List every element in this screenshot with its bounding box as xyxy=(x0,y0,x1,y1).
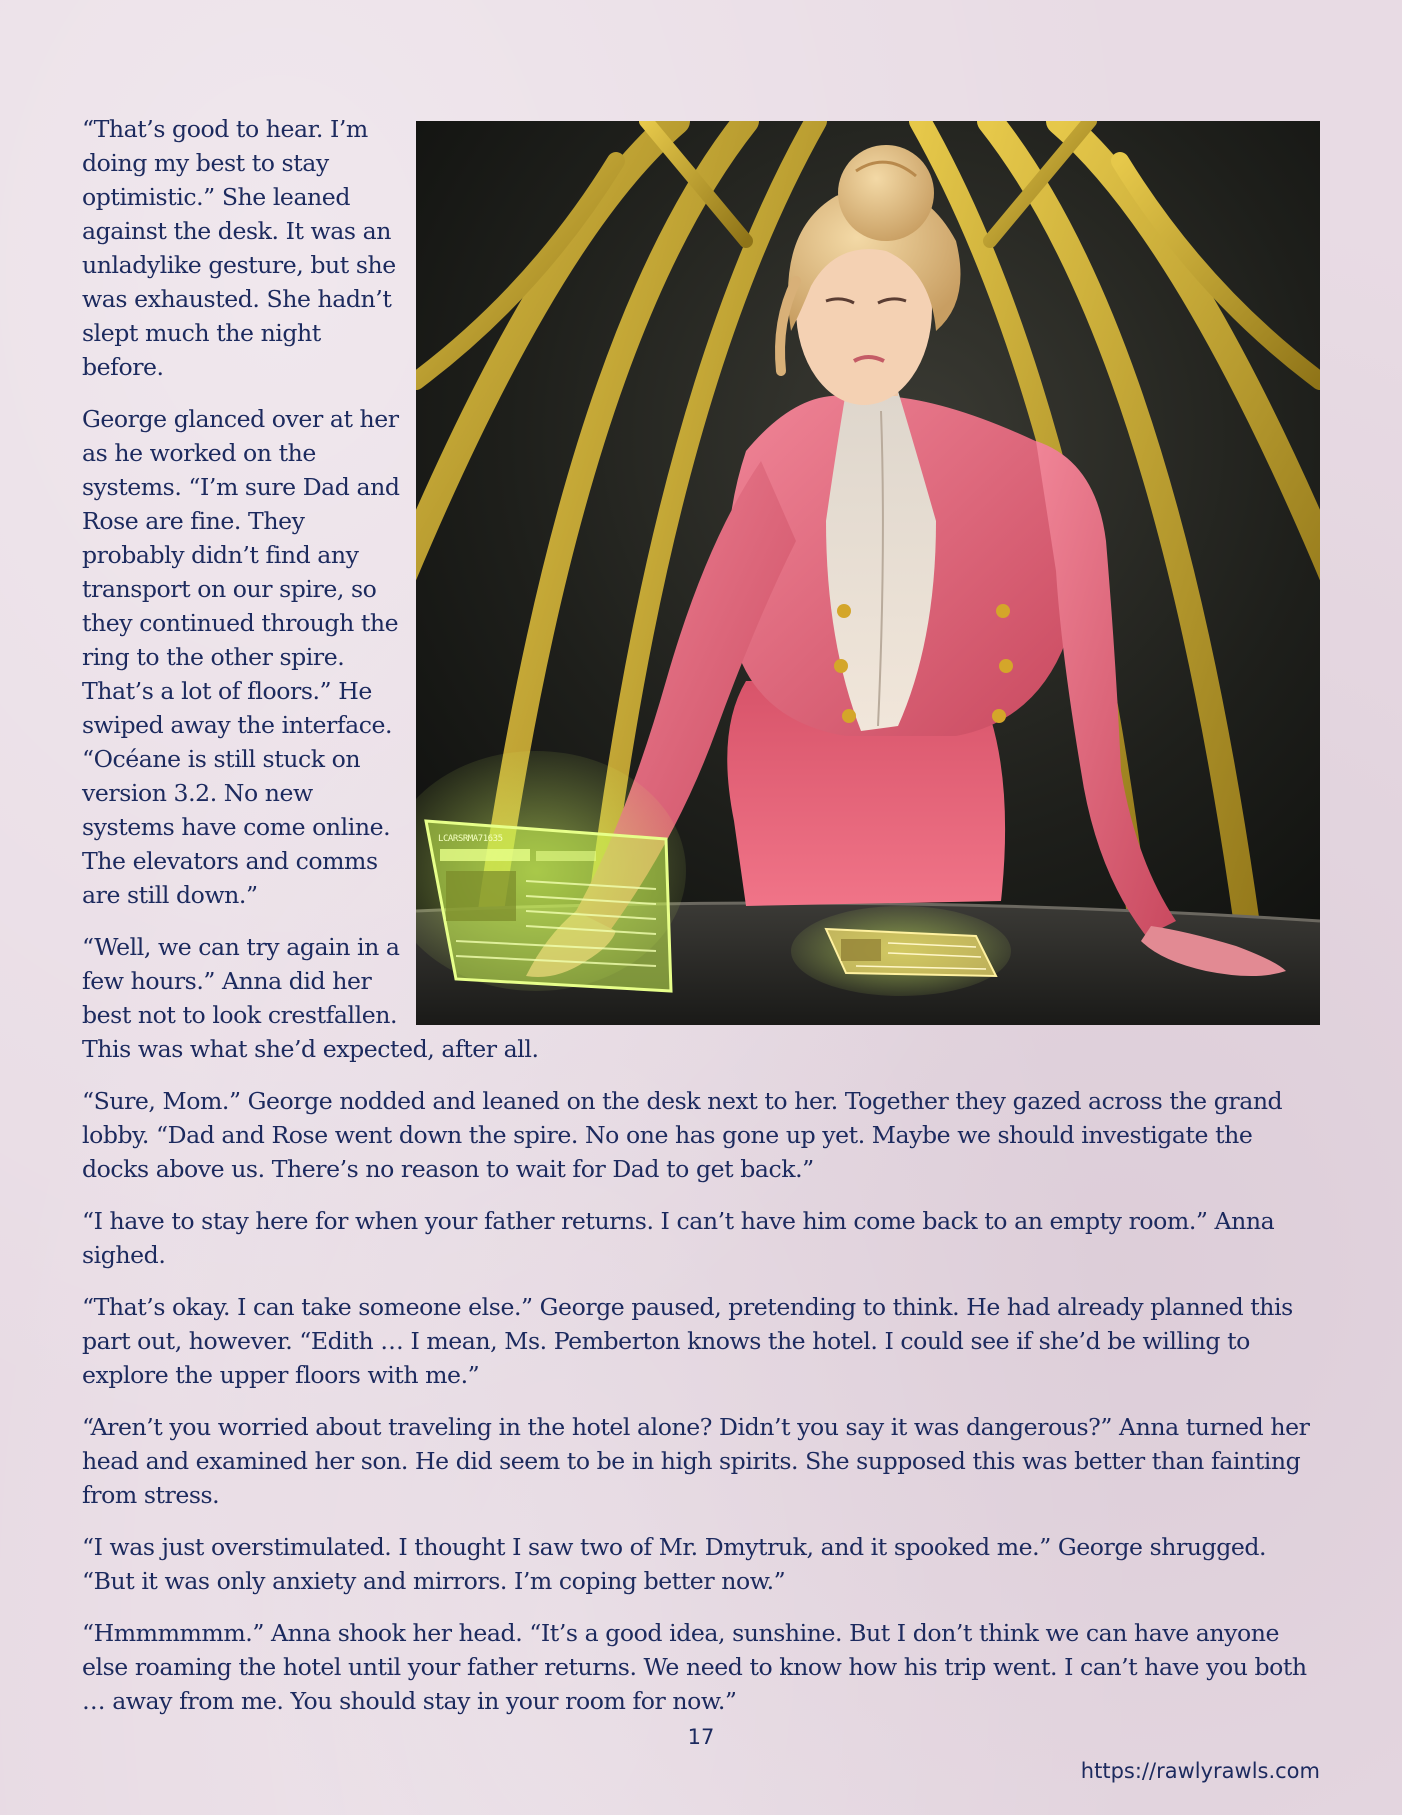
paragraph: “I have to stay here for when your father returns. I can’t have him come back to an empty room.” Anna sighed. xyxy=(82,1207,1275,1269)
illustration xyxy=(416,121,1320,1025)
paragraph: “I was just overstimulated. I thought I saw two of Mr. Dmytruk, and it spooked me.” George shrugged. “But it was only anxiety and mirrors. I’m coping better now.” xyxy=(82,1533,1267,1595)
story-text xyxy=(82,112,1320,1718)
paragraph: “Sure, Mom.” George nodded and leaned on the desk next to her. Together they gazed across the grand lobby. “Dad and Rose went down the spire. No one has gone up yet. Maybe we should investigate the docks above us. There’s no reason to wait for Dad to get back.” xyxy=(82,1087,1283,1183)
paragraph: George glanced over at her as he worked on the systems. “I’m sure Dad and Rose are fine. They probably didn’t find any transport on our spire, so they continued through the ring to the other spire. That’s a lot of floors.” He swiped away the interface. “Océane is still stuck on version 3.2. No new systems have come online. The elevators and comms are still down.” xyxy=(82,405,400,909)
paragraph: “That’s good to hear. I’m doing my best to stay optimistic.” She leaned against the desk. It was an unladylike gesture, but she was exhausted. She hadn’t slept much the night before. xyxy=(82,115,396,381)
page-body xyxy=(82,112,1320,1736)
page-number: 17 xyxy=(687,1725,715,1749)
paragraph: “That’s okay. I can take someone else.” George paused, pretending to think. He had already planned this part out, however. “Edith … I mean, Ms. Pemberton knows the hotel. I could see if she’d be willing to explore the upper floors with me.” xyxy=(82,1293,1293,1389)
paragraph: “Aren’t you worried about traveling in the hotel alone? Didn’t you say it was dangerous?” Anna turned her head and examined her son. He did seem to be in high spirits. She supposed this was better than fainting from stress. xyxy=(82,1413,1310,1509)
hologram-right xyxy=(791,906,1011,996)
hologram-header: LCARSRMA71635 xyxy=(438,834,503,844)
site-url-link[interactable]: https://rawlyrawls.com xyxy=(1080,1759,1320,1783)
paragraph: “Hmmmmmm.” Anna shook her head. “It’s a good idea, sunshine. But I don’t think we can have anyone else roaming the hotel until your father returns. We need to know how his trip went. I can’t have you both … away from me. You should stay in your room for now.” xyxy=(82,1619,1307,1715)
paragraph: “Well, we can try again in a few hours.” Anna did her best not to look crestfallen. This was what she’d expected, after all. xyxy=(82,933,539,1063)
